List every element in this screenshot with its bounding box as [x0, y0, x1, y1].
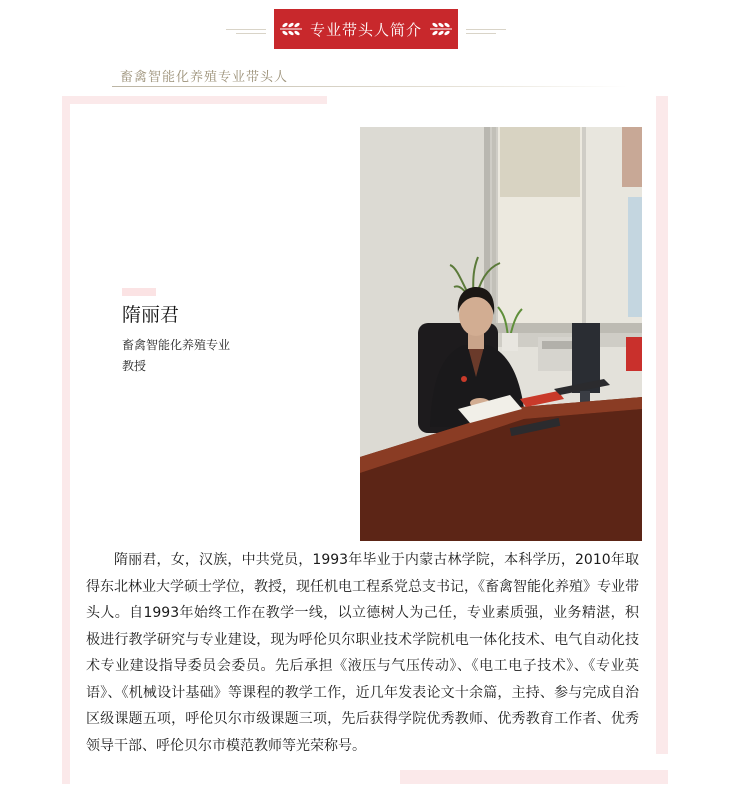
wheat-right-icon: [426, 15, 456, 43]
profile-department: 畜禽智能化养殖专业: [122, 338, 231, 352]
banner-left-line: [226, 29, 266, 30]
pink-frame-right: [656, 96, 668, 754]
profile-title: 教授: [122, 359, 147, 373]
profile-name: 隋丽君: [122, 304, 180, 326]
banner-left-line-2: [236, 33, 266, 34]
name-accent-tab: [122, 288, 156, 296]
pink-frame-left: [62, 96, 70, 784]
wheat-left-icon: [276, 15, 306, 43]
subtitle-divider: [112, 86, 628, 87]
profile-photo: [360, 127, 642, 541]
bio-paragraph: 隋丽君，女，汉族，中共党员，1993年毕业于内蒙古林学院，本科学历，2010年取得东北林业大学硕士学位，教授，现任机电工程系党总支书记，《畜禽智能化养殖》专业带头人。自1993年始终工作在教学一线，以立德树人为己任，专业素质强，业务精湛，积极进行教学研究与专业建设，现为呼伦贝尔职业技术学院机电一体化技术、电气自动化技术专业建设指导委员会委员。先后承担《液压与气压传动》、《电工电子技术》、《专业英语》、《机械设计基础》等课程的教学工作，近几年发表论文十余篇，主持、参与完成自治区级课题五项，呼伦贝尔市级课题三项，先后获得学院优秀教师、优秀教育工作者、优秀领导干部、呼伦贝尔市模范教师等光荣称号。: [86, 552, 639, 754]
pink-frame-bottom: [400, 770, 668, 784]
banner-right-line: [466, 29, 506, 30]
banner-title: 专业带头人简介: [309, 20, 422, 39]
banner-right-line-2: [466, 33, 496, 34]
pink-frame-top: [62, 96, 327, 104]
section-subtitle: 畜禽智能化养殖专业带头人: [120, 70, 289, 85]
